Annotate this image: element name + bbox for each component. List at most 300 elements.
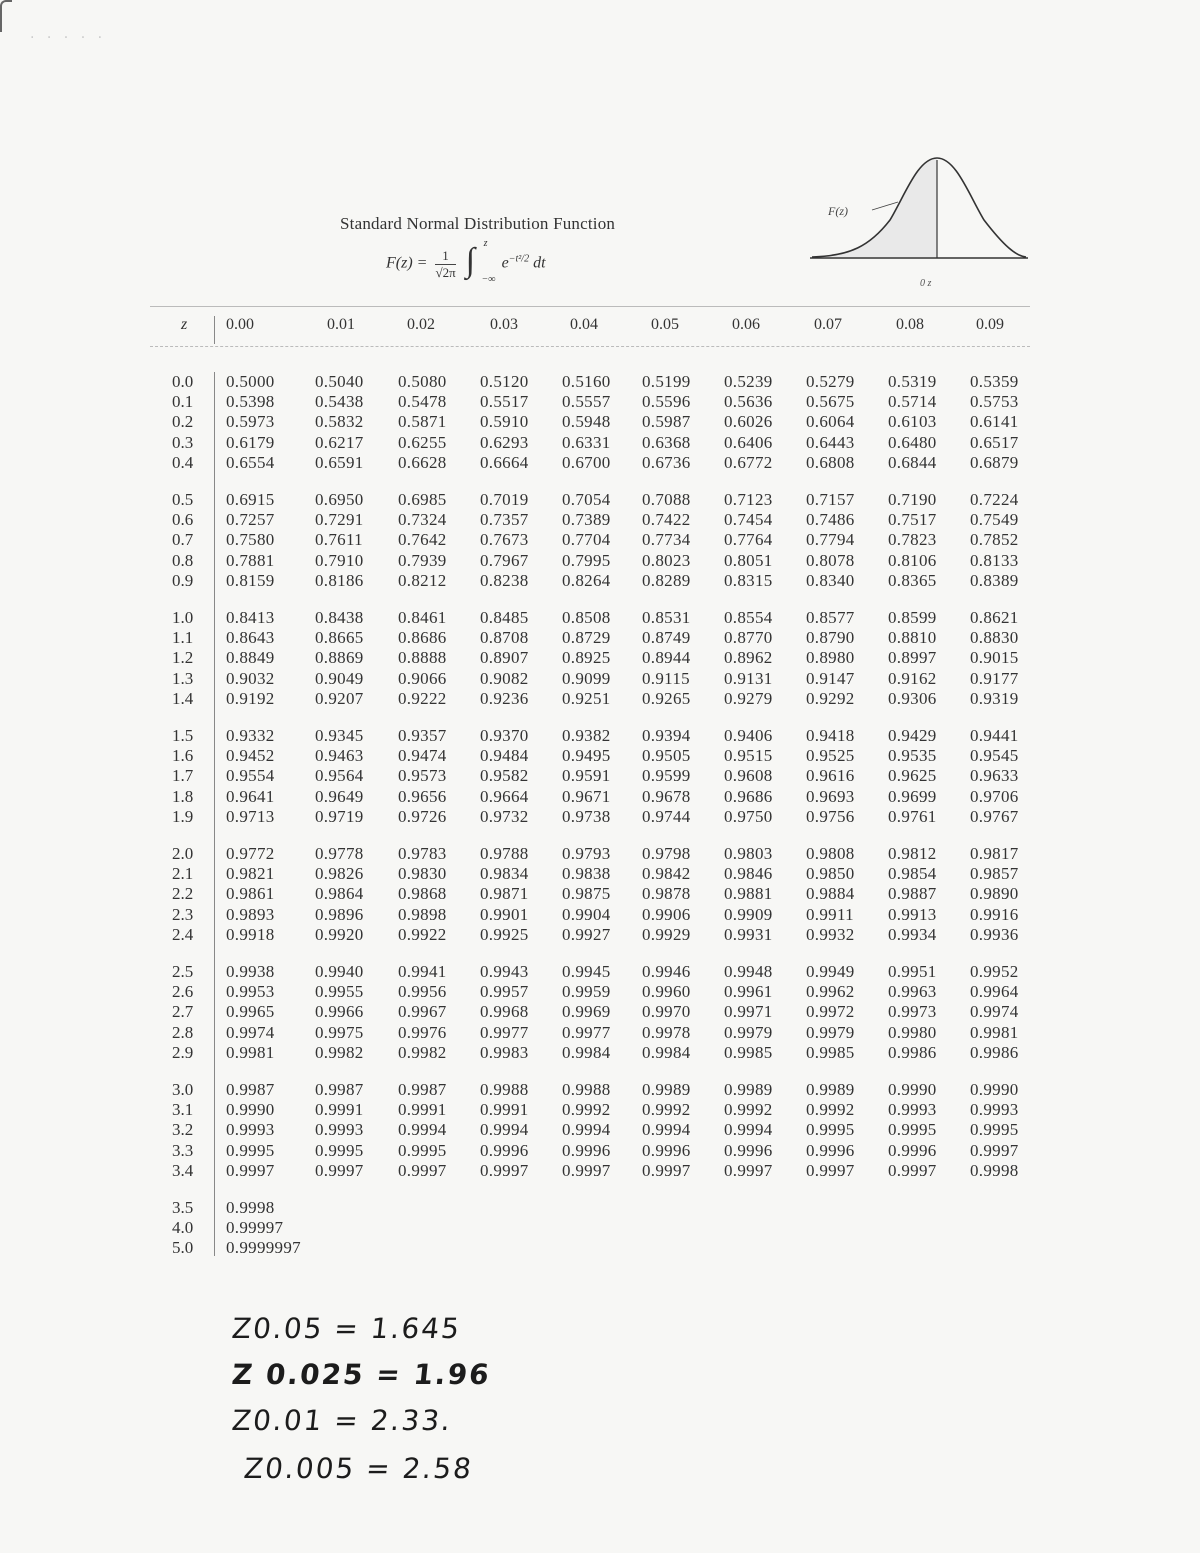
table-cell: 0.9945 (562, 962, 611, 981)
table-cell: 0.8980 (806, 648, 855, 668)
table-cell: 0.9418 (806, 726, 855, 745)
tail-row (0, 1218, 1200, 1237)
table-cell: 0.9591 (562, 766, 611, 786)
table-cell: 0.6879 (970, 452, 1019, 472)
table-cell: 0.9162 (888, 668, 937, 688)
z-value: 2.6 (172, 982, 194, 1002)
table-cell: 0.9991 (398, 1100, 447, 1120)
table-cell: 0.8238 (480, 570, 529, 590)
table-cell: 0.9463 (315, 746, 364, 766)
formula-exponent: −t²/2 (508, 253, 530, 265)
table-cell: 0.9808 (806, 844, 855, 863)
table-cell: 0.9207 (315, 688, 364, 708)
header-col-8: 0.08 (896, 316, 924, 333)
table-cell: 0.6255 (398, 432, 447, 452)
table-cell: 0.9980 (888, 1022, 937, 1042)
table-cell: 0.9943 (480, 962, 529, 981)
table-cell: 0.6664 (480, 452, 529, 472)
table-cell: 0.9992 (724, 1100, 773, 1120)
table-cell: 0.9920 (315, 924, 364, 944)
table-cell: 0.9967 (398, 1002, 447, 1022)
table-cell: 0.9962 (806, 982, 855, 1002)
table-cell: 0.7881 (226, 550, 275, 570)
z-value: 1.2 (172, 648, 194, 668)
table-cell: 0.9756 (806, 806, 855, 826)
table-cell: 0.7157 (806, 490, 855, 509)
table-cell: 0.9726 (398, 806, 447, 826)
table-row (0, 372, 1200, 391)
table-cell: 0.9099 (562, 668, 611, 688)
table-cell: 0.9981 (226, 1042, 275, 1062)
header-column-divider (214, 316, 215, 344)
table-cell: 0.9976 (398, 1022, 447, 1042)
table-cell: 0.8599 (888, 608, 937, 627)
table-cell: 0.5987 (642, 412, 691, 432)
table-cell: 0.8665 (315, 628, 364, 648)
table-cell: 0.9767 (970, 806, 1019, 826)
table-cell: 0.9582 (480, 766, 529, 786)
table-cell: 0.9994 (480, 1120, 529, 1140)
table-cell: 0.7549 (970, 510, 1019, 530)
table-cell: 0.9345 (315, 726, 364, 745)
normal-curve-illustration (810, 150, 1030, 295)
z-value: 5.0 (172, 1238, 194, 1258)
table-cell: 0.7257 (226, 510, 275, 530)
table-cell: 0.9946 (642, 962, 691, 981)
table-cell: 0.9997 (724, 1160, 773, 1180)
table-cell: 0.9978 (642, 1022, 691, 1042)
table-cell: 0.6628 (398, 452, 447, 472)
z-value: 3.4 (172, 1160, 194, 1180)
table-cell: 0.9616 (806, 766, 855, 786)
table-cell: 0.9966 (315, 1002, 364, 1022)
table-cell: 0.9941 (398, 962, 447, 981)
table-cell: 0.9995 (398, 1140, 447, 1160)
table-cell: 0.9599 (642, 766, 691, 786)
table-cell: 0.7389 (562, 510, 611, 530)
table-cell: 0.9997 (888, 1160, 937, 1180)
z-value: 1.9 (172, 806, 194, 826)
table-cell: 0.9974 (970, 1002, 1019, 1022)
table-cell: 0.99997 (226, 1218, 284, 1238)
table-cell: 0.9719 (315, 806, 364, 826)
table-cell: 0.7291 (315, 510, 364, 530)
table-row (0, 766, 1200, 785)
table-cell: 0.5973 (226, 412, 275, 432)
table-cell: 0.9922 (398, 924, 447, 944)
z-value: 1.4 (172, 688, 194, 708)
table-cell: 0.9979 (724, 1022, 773, 1042)
table-cell: 0.9988 (480, 1080, 529, 1099)
formula-lhs: F(z) = (386, 254, 428, 272)
header-col-2: 0.02 (407, 316, 435, 333)
table-cell: 0.9994 (562, 1120, 611, 1140)
header-col-5: 0.05 (651, 316, 679, 333)
table-cell: 0.9994 (642, 1120, 691, 1140)
table-cell: 0.6331 (562, 432, 611, 452)
table-cell: 0.7794 (806, 530, 855, 550)
table-cell: 0.9817 (970, 844, 1019, 863)
table-cell: 0.9554 (226, 766, 275, 786)
table-cell: 0.8413 (226, 608, 275, 627)
table-cell: 0.9992 (562, 1100, 611, 1120)
table-cell: 0.5948 (562, 412, 611, 432)
table-cell: 0.9961 (724, 982, 773, 1002)
table-cell: 0.9838 (562, 864, 611, 884)
table-cell: 0.6950 (315, 490, 364, 509)
table-cell: 0.7454 (724, 510, 773, 530)
table-cell: 0.8485 (480, 608, 529, 627)
table-cell: 0.9279 (724, 688, 773, 708)
table-cell: 0.7764 (724, 530, 773, 550)
table-cell: 0.9997 (315, 1160, 364, 1180)
table-cell: 0.8289 (642, 570, 691, 590)
table-cell: 0.9916 (970, 904, 1019, 924)
table-cell: 0.9878 (642, 884, 691, 904)
table-cell: 0.9896 (315, 904, 364, 924)
table-row (0, 787, 1200, 806)
z-value: 2.7 (172, 1002, 194, 1022)
normal-curve-svg (810, 150, 1030, 295)
table-cell: 0.9963 (888, 982, 937, 1002)
table-cell: 0.7123 (724, 490, 773, 509)
table-cell: 0.9830 (398, 864, 447, 884)
table-cell: 0.9975 (315, 1022, 364, 1042)
table-cell: 0.5239 (724, 372, 773, 391)
table-cell: 0.9990 (888, 1080, 937, 1099)
formula-fraction (435, 248, 455, 281)
table-cell: 0.6103 (888, 412, 937, 432)
table-cell: 0.8461 (398, 608, 447, 627)
z-value: 1.1 (172, 628, 194, 648)
table-cell: 0.9904 (562, 904, 611, 924)
table-cell: 0.9959 (562, 982, 611, 1002)
table-cell: 0.9957 (480, 982, 529, 1002)
table-cell: 0.9525 (806, 746, 855, 766)
table-cell: 0.8078 (806, 550, 855, 570)
formula-fraction-denominator: √2π (435, 264, 456, 280)
table-row (0, 648, 1200, 667)
table-cell: 0.8051 (724, 550, 773, 570)
table-cell: 0.6985 (398, 490, 447, 509)
table-cell: 0.9993 (226, 1120, 275, 1140)
table-cell: 0.9625 (888, 766, 937, 786)
table-cell: 0.9898 (398, 904, 447, 924)
table-cell: 0.7967 (480, 550, 529, 570)
table-cell: 0.9452 (226, 746, 275, 766)
table-cell: 0.6443 (806, 432, 855, 452)
table-cell: 0.9871 (480, 884, 529, 904)
table-cell: 0.9265 (642, 688, 691, 708)
table-row (0, 669, 1200, 688)
curve-axis-label: 0 z (920, 278, 932, 289)
table-cell: 0.6700 (562, 452, 611, 472)
table-cell: 0.7704 (562, 530, 611, 550)
table-cell: 0.9984 (562, 1042, 611, 1062)
table-cell: 0.9996 (642, 1140, 691, 1160)
table-cell: 0.9993 (315, 1120, 364, 1140)
z-value: 0.2 (172, 412, 194, 432)
table-cell: 0.9868 (398, 884, 447, 904)
table-cell: 0.9744 (642, 806, 691, 826)
table-cell: 0.9979 (806, 1022, 855, 1042)
table-cell: 0.8365 (888, 570, 937, 590)
z-value: 1.6 (172, 746, 194, 766)
table-cell: 0.9573 (398, 766, 447, 786)
table-cell: 0.9884 (806, 884, 855, 904)
table-cell: 0.5359 (970, 372, 1019, 391)
table-cell: 0.9931 (724, 924, 773, 944)
table-cell: 0.9985 (806, 1042, 855, 1062)
table-cell: 0.6915 (226, 490, 275, 509)
table-cell: 0.8790 (806, 628, 855, 648)
table-cell: 0.9990 (226, 1100, 275, 1120)
table-row (0, 905, 1200, 924)
table-cell: 0.5636 (724, 392, 773, 412)
table-cell: 0.8869 (315, 648, 364, 668)
table-cell: 0.9992 (642, 1100, 691, 1120)
table-cell: 0.7580 (226, 530, 275, 550)
header-col-7: 0.07 (814, 316, 842, 333)
faint-scribble: · · · · · (30, 30, 107, 46)
header-col-6: 0.06 (732, 316, 760, 333)
table-cell: 0.9952 (970, 962, 1019, 981)
table-cell: 0.8997 (888, 648, 937, 668)
table-cell: 0.9998 (970, 1160, 1019, 1180)
table-row (0, 510, 1200, 529)
table-cell: 0.9993 (888, 1100, 937, 1120)
table-cell: 0.9995 (970, 1120, 1019, 1140)
table-cell: 0.5080 (398, 372, 447, 391)
z-value: 0.9 (172, 570, 194, 590)
table-cell: 0.9989 (806, 1080, 855, 1099)
tail-row (0, 1238, 1200, 1257)
table-cell: 0.6368 (642, 432, 691, 452)
table-cell: 0.8686 (398, 628, 447, 648)
table-cell: 0.8888 (398, 648, 447, 668)
table-cell: 0.5675 (806, 392, 855, 412)
distribution-formula (386, 238, 546, 285)
z-value: 0.3 (172, 432, 194, 452)
table-cell: 0.9394 (642, 726, 691, 745)
table-cell: 0.9996 (888, 1140, 937, 1160)
table-row (0, 864, 1200, 883)
table-cell: 0.7995 (562, 550, 611, 570)
table-cell: 0.7517 (888, 510, 937, 530)
table-cell: 0.9940 (315, 962, 364, 981)
table-cell: 0.9821 (226, 864, 275, 884)
table-cell: 0.9970 (642, 1002, 691, 1022)
z-value: 0.1 (172, 392, 194, 412)
table-row (0, 925, 1200, 944)
table-cell: 0.8159 (226, 570, 275, 590)
z-value: 0.5 (172, 490, 194, 509)
table-cell: 0.7422 (642, 510, 691, 530)
table-cell: 0.9999997 (226, 1238, 301, 1258)
table-cell: 0.9664 (480, 786, 529, 806)
table-cell: 0.9788 (480, 844, 529, 863)
table-cell: 0.7190 (888, 490, 937, 509)
z-value: 2.4 (172, 924, 194, 944)
table-cell: 0.9812 (888, 844, 937, 863)
table-cell: 0.8389 (970, 570, 1019, 590)
table-cell: 0.5753 (970, 392, 1019, 412)
table-cell: 0.9861 (226, 884, 275, 904)
note-z-005: Z0.05 = 1.645 (230, 1312, 463, 1345)
table-cell: 0.5517 (480, 392, 529, 412)
table-cell: 0.5910 (480, 412, 529, 432)
table-cell: 0.9969 (562, 1002, 611, 1022)
table-cell: 0.6554 (226, 452, 275, 472)
table-cell: 0.8810 (888, 628, 937, 648)
table-cell: 0.7939 (398, 550, 447, 570)
integral-sign (464, 238, 498, 285)
table-cell: 0.7088 (642, 490, 691, 509)
table-cell: 0.8729 (562, 628, 611, 648)
table-row (0, 844, 1200, 863)
table-cell: 0.9049 (315, 668, 364, 688)
fz-pointer-line (872, 202, 898, 210)
z-value: 0.6 (172, 510, 194, 530)
table-cell: 0.9960 (642, 982, 691, 1002)
table-cell: 0.9906 (642, 904, 691, 924)
table-row (0, 551, 1200, 570)
z-value: 1.8 (172, 786, 194, 806)
header-z-label: z (181, 316, 188, 333)
table-cell: 0.7642 (398, 530, 447, 550)
table-cell: 0.6808 (806, 452, 855, 472)
table-cell: 0.9192 (226, 688, 275, 708)
z-value: 3.5 (172, 1198, 194, 1217)
table-cell: 0.9997 (226, 1160, 275, 1180)
table-cell: 0.9956 (398, 982, 447, 1002)
table-row (0, 726, 1200, 745)
table-cell: 0.9986 (970, 1042, 1019, 1062)
table-cell: 0.9236 (480, 688, 529, 708)
table-cell: 0.9913 (888, 904, 937, 924)
table-cell: 0.9982 (398, 1042, 447, 1062)
header-col-4: 0.04 (570, 316, 598, 333)
table-cell: 0.9693 (806, 786, 855, 806)
table-cell: 0.9015 (970, 648, 1019, 668)
table-cell: 0.9901 (480, 904, 529, 924)
table-cell: 0.9564 (315, 766, 364, 786)
table-cell: 0.9949 (806, 962, 855, 981)
table-cell: 0.9938 (226, 962, 275, 981)
table-cell: 0.7019 (480, 490, 529, 509)
table-cell: 0.8577 (806, 608, 855, 627)
z-value: 0.4 (172, 452, 194, 472)
table-cell: 0.9656 (398, 786, 447, 806)
table-cell: 0.7054 (562, 490, 611, 509)
table-cell: 0.9987 (226, 1080, 275, 1099)
table-cell: 0.6026 (724, 412, 773, 432)
table-cell: 0.6480 (888, 432, 937, 452)
table-cell: 0.9082 (480, 668, 529, 688)
table-cell: 0.9988 (562, 1080, 611, 1099)
table-cell: 0.6179 (226, 432, 275, 452)
note-z-0025: Z 0.025 = 1.96 (230, 1358, 493, 1391)
table-cell: 0.7224 (970, 490, 1019, 509)
table-row (0, 1043, 1200, 1062)
table-cell: 0.9772 (226, 844, 275, 863)
table-cell: 0.9633 (970, 766, 1019, 786)
table-cell: 0.9890 (970, 884, 1019, 904)
table-cell: 0.7823 (888, 530, 937, 550)
table-cell: 0.6517 (970, 432, 1019, 452)
z-value: 2.3 (172, 904, 194, 924)
table-cell: 0.9429 (888, 726, 937, 745)
table-cell: 0.5000 (226, 372, 275, 391)
z-value: 0.8 (172, 550, 194, 570)
table-cell: 0.9972 (806, 1002, 855, 1022)
table-row (0, 628, 1200, 647)
table-cell: 0.9857 (970, 864, 1019, 884)
table-row (0, 746, 1200, 765)
table-cell: 0.9686 (724, 786, 773, 806)
tail-row (0, 1198, 1200, 1217)
table-cell: 0.9778 (315, 844, 364, 863)
table-cell: 0.7357 (480, 510, 529, 530)
table-cell: 0.9927 (562, 924, 611, 944)
z-value: 2.9 (172, 1042, 194, 1062)
table-cell: 0.9977 (480, 1022, 529, 1042)
table-cell: 0.9995 (315, 1140, 364, 1160)
table-cell: 0.9991 (480, 1100, 529, 1120)
table-cell: 0.9990 (970, 1080, 1019, 1099)
table-cell: 0.9131 (724, 668, 773, 688)
z-value: 0.0 (172, 372, 194, 391)
table-cell: 0.9997 (642, 1160, 691, 1180)
table-cell: 0.8708 (480, 628, 529, 648)
integral-lower-limit: −∞ (481, 274, 496, 285)
table-cell: 0.9854 (888, 864, 937, 884)
table-row (0, 490, 1200, 509)
table-cell: 0.8944 (642, 648, 691, 668)
table-cell: 0.9732 (480, 806, 529, 826)
table-cell: 0.9834 (480, 864, 529, 884)
table-row (0, 1023, 1200, 1042)
table-cell: 0.5040 (315, 372, 364, 391)
z-value: 1.7 (172, 766, 194, 786)
table-cell: 0.9306 (888, 688, 937, 708)
table-cell: 0.9505 (642, 746, 691, 766)
table-cell: 0.6591 (315, 452, 364, 472)
table-header-row (0, 316, 1200, 340)
table-cell: 0.9738 (562, 806, 611, 826)
table-cell: 0.8830 (970, 628, 1019, 648)
table-cell: 0.8643 (226, 628, 275, 648)
table-cell: 0.9608 (724, 766, 773, 786)
table-cell: 0.9948 (724, 962, 773, 981)
table-cell: 0.5398 (226, 392, 275, 412)
table-cell: 0.9893 (226, 904, 275, 924)
table-cell: 0.8962 (724, 648, 773, 668)
table-cell: 0.9177 (970, 668, 1019, 688)
table-cell: 0.5871 (398, 412, 447, 432)
table-cell: 0.8907 (480, 648, 529, 668)
table-row (0, 982, 1200, 1001)
table-cell: 0.8849 (226, 648, 275, 668)
table-row (0, 530, 1200, 549)
table-cell: 0.6064 (806, 412, 855, 432)
table-cell: 0.9370 (480, 726, 529, 745)
table-cell: 0.9713 (226, 806, 275, 826)
table-cell: 0.8023 (642, 550, 691, 570)
table-cell: 0.9955 (315, 982, 364, 1002)
table-cell: 0.9951 (888, 962, 937, 981)
table-cell: 0.9997 (480, 1160, 529, 1180)
